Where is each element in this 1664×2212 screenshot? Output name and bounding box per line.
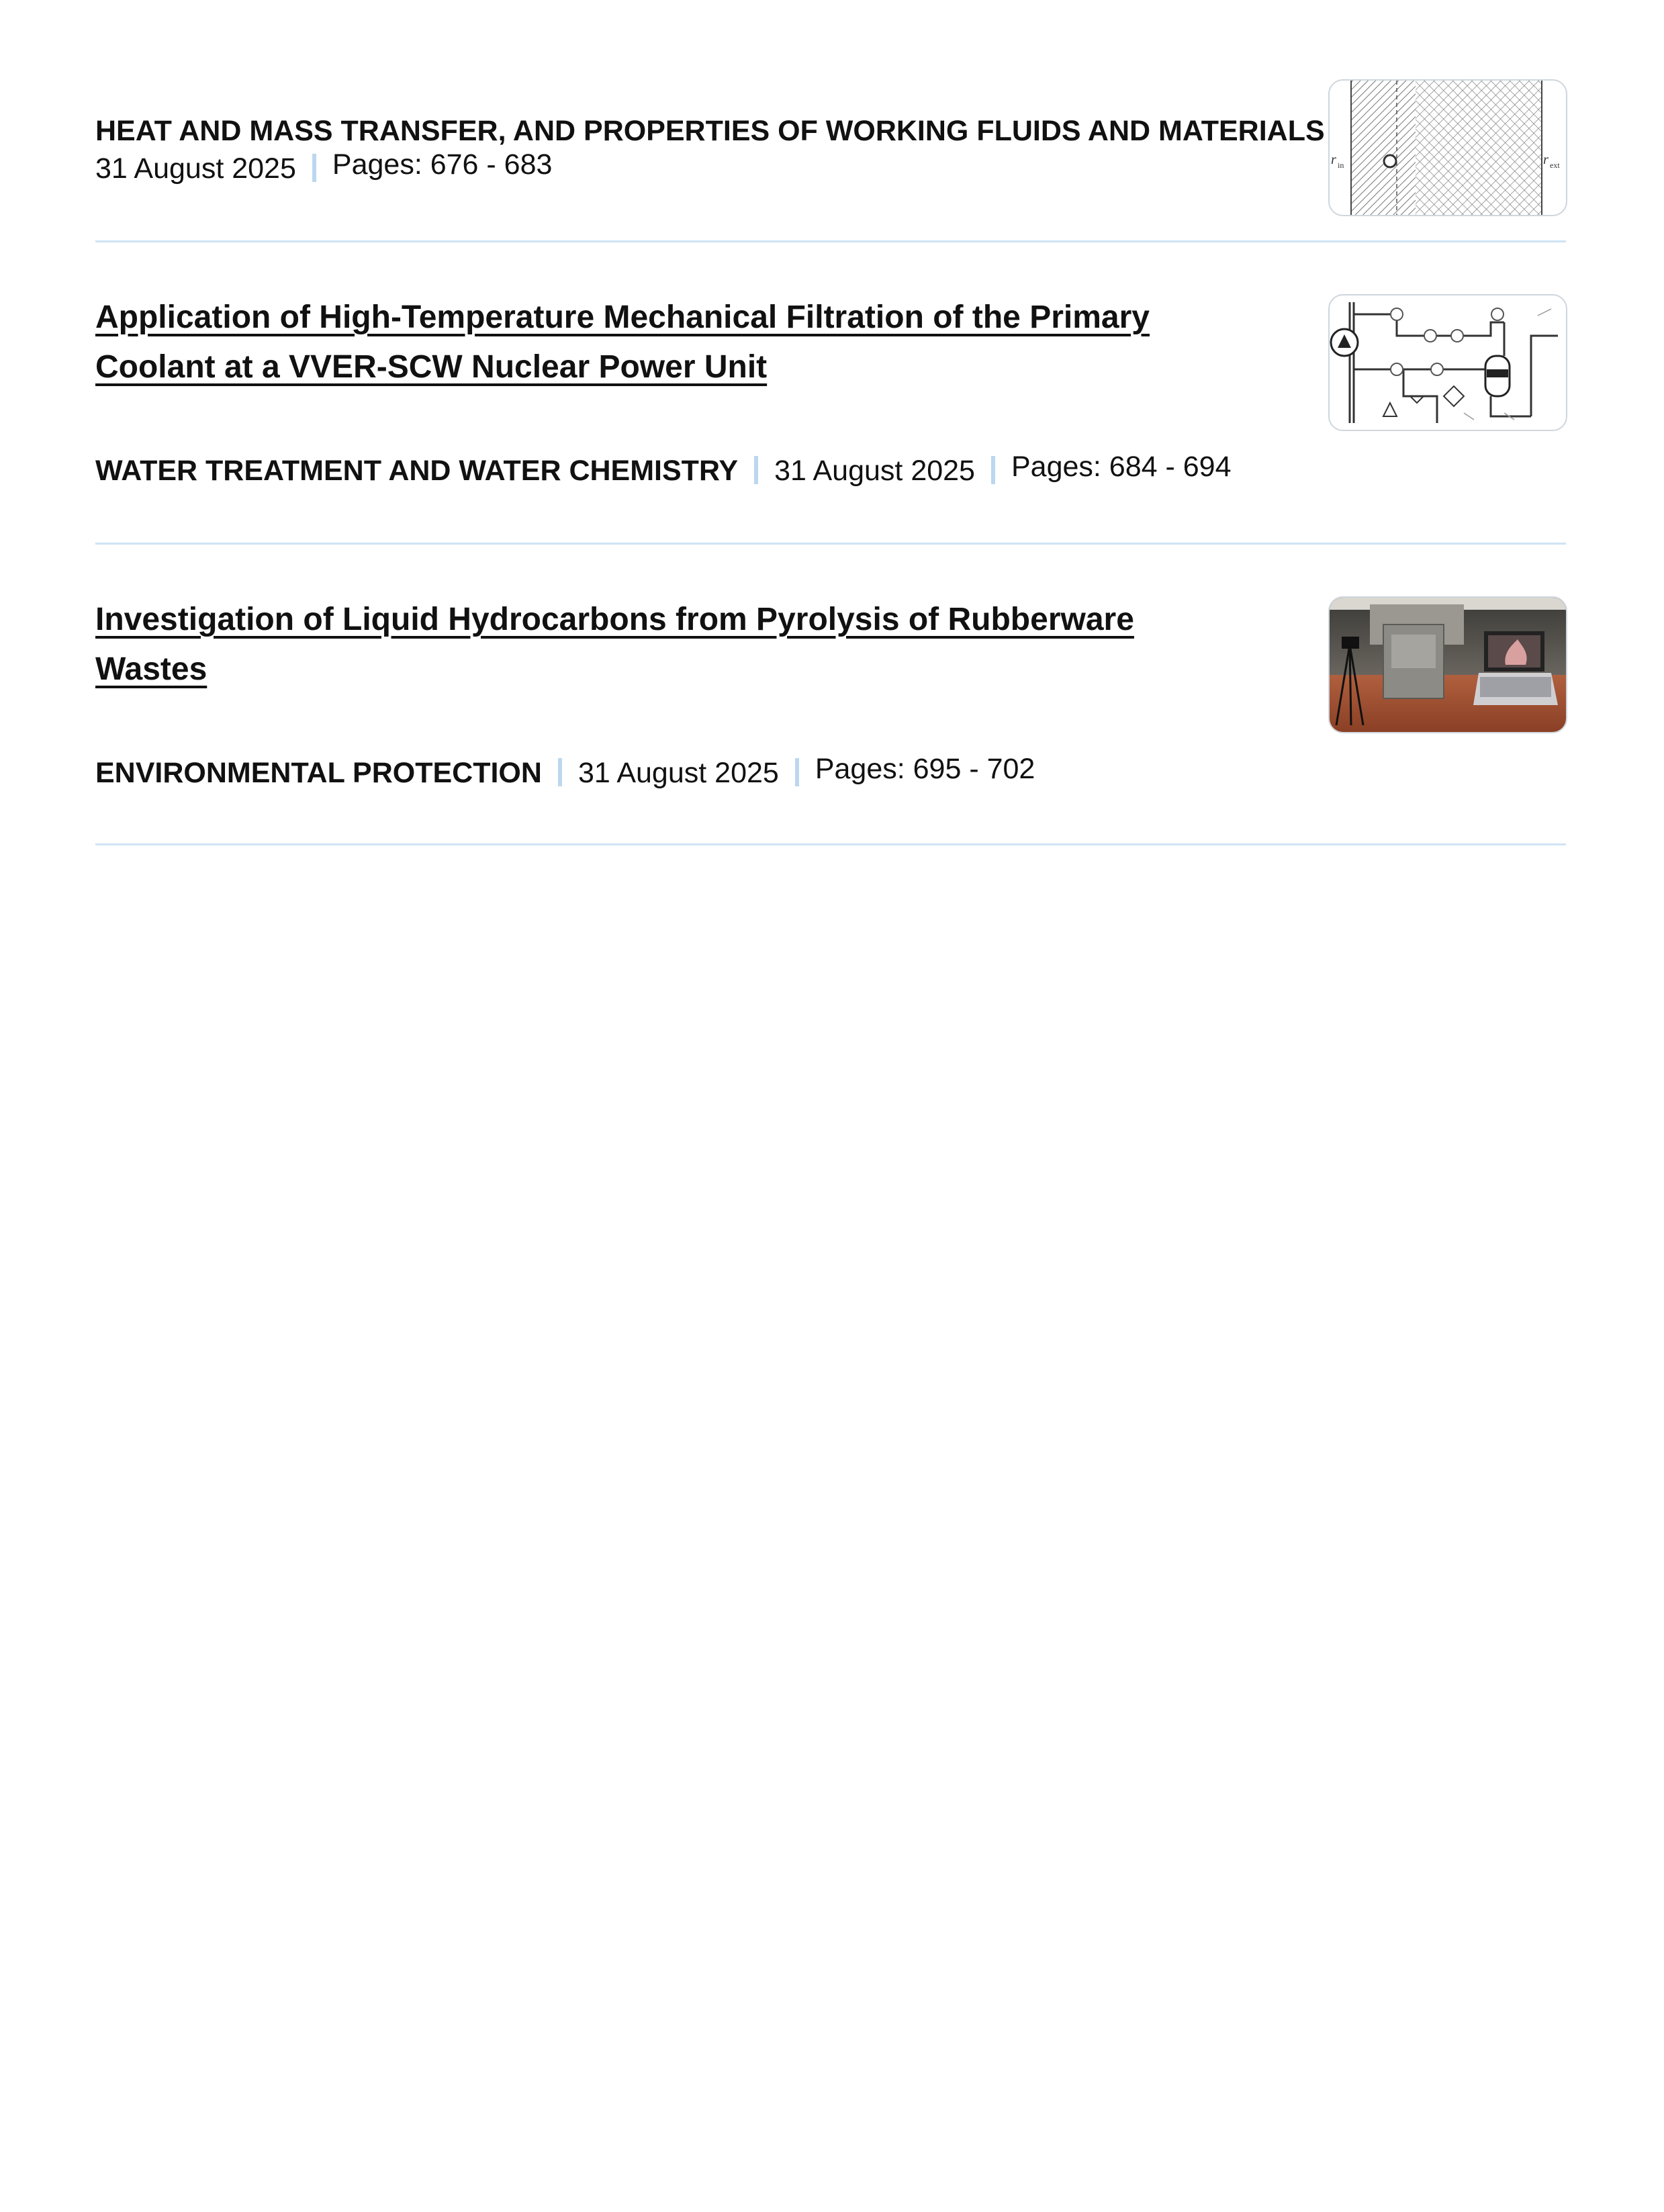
article-meta xyxy=(95,453,1232,489)
meta-separator xyxy=(991,456,995,484)
filtration-circuit-schematic-icon xyxy=(1330,295,1566,430)
article-title-link[interactable]: Application of High-Temperature Mechanical Filtration of the Primary Coolant at a VVER-SCW Nuclear Power Unit xyxy=(95,299,1150,385)
divider xyxy=(95,543,1566,545)
article-date: 31 August 2025 xyxy=(774,455,975,487)
article-thumbnail[interactable] xyxy=(1328,596,1567,733)
laboratory-setup-photo-icon xyxy=(1330,598,1566,732)
article-title-link[interactable]: Investigation of Liquid Hydrocarbons from Pyrolysis of Rubberware Wastes xyxy=(95,602,1134,687)
article-meta-date-pages xyxy=(95,150,552,187)
article-thumbnail[interactable] xyxy=(1328,79,1567,216)
article-date: 31 August 2025 xyxy=(95,152,296,185)
meta-separator xyxy=(558,758,562,786)
article-date: 31 August 2025 xyxy=(577,757,779,789)
meta-separator xyxy=(312,154,316,182)
svg-text:in: in xyxy=(1338,160,1344,170)
porous-layer-diagram-icon xyxy=(1330,81,1566,215)
article-pages: Pages: 695 - 702 xyxy=(815,753,1035,785)
article-meta xyxy=(95,755,1035,791)
article-section[interactable]: WATER TREATMENT AND WATER CHEMISTRY xyxy=(95,455,739,487)
meta-separator xyxy=(795,758,799,786)
article-section[interactable]: ENVIRONMENTAL PROTECTION xyxy=(95,757,542,789)
article-thumbnail[interactable] xyxy=(1328,294,1567,431)
svg-text:r: r xyxy=(1543,152,1549,167)
article-pages: Pages: 684 - 694 xyxy=(1011,451,1232,483)
divider xyxy=(95,240,1566,242)
article-meta xyxy=(95,113,1325,149)
svg-text:ext: ext xyxy=(1550,160,1560,170)
divider xyxy=(95,843,1566,845)
article-pages: Pages: 676 - 683 xyxy=(332,148,553,181)
svg-text:r: r xyxy=(1331,152,1336,167)
meta-separator xyxy=(754,456,758,484)
article-section[interactable]: HEAT AND MASS TRANSFER, AND PROPERTIES OF WORKING FLUIDS AND MATERIALS xyxy=(95,115,1325,147)
